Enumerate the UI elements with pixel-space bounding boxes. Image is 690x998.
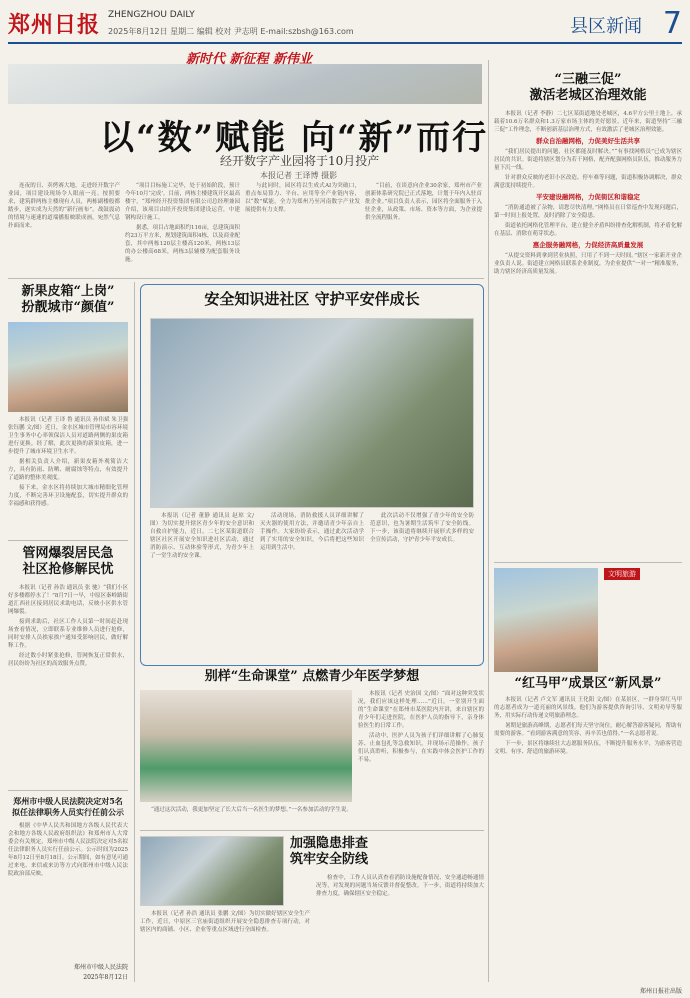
publication-info: 2025年8月12日 星期二 编辑 校对 尹志明 E-mail:szbsh@163.com: [108, 27, 354, 36]
lead-body-col2: [125, 182, 240, 274]
paragraph: 接到求助后，社区工作人员第一时间赶赴现场查看情况，立即联系专业维修人员进行抢修，同时安排人员挨家挨户通知受影响居民，做好解释工作。: [8, 619, 128, 649]
lead-background-image: [8, 64, 482, 104]
feature-body-col1: [150, 512, 254, 662]
story-three-integration: [494, 72, 682, 104]
story-title: 激活老城区治理效能: [529, 88, 647, 103]
paragraph: 此次活动不仅增强了青少年的安全防范意识，也为暑期生活筑牢了安全防线。下一步，该街道将继续开展形式多样的安全宣传活动，守护青少年平安成长。: [370, 513, 474, 543]
medical-body: [358, 690, 484, 802]
lead-headline: 以“数”赋能 向“新”而行: [100, 118, 489, 158]
lead-byline: 本报记者 王译博 摄影: [260, 171, 338, 180]
paper-english-name: ZHENGZHOU DAILY: [108, 10, 195, 20]
lead-body-col4: [365, 182, 482, 274]
paragraph: 接下来，金水区将持续加大城市精细化管理力度，不断完善环卫设施配套，切实提升群众的幸福感和获得感。: [8, 485, 128, 507]
paragraph: 本报讯（记者 李静）二七区某街道地处老城区，4.6平方公里土地上，承载着10.6万名群众和1.3万家市场主体的美好愿景。近年来，街道坚持“三融三促”工作理念，不断创新基层治理方式，有效激活了老城区治理效能。: [494, 111, 682, 133]
feature-body-col3: [370, 512, 474, 662]
hazard-photo: [140, 836, 284, 906]
paragraph: 据相关负责人介绍，新果皮箱外观简洁大方，具有防雨、防晒、耐腐蚀等特点，有效提升了道路的整体美观度。: [8, 459, 128, 481]
story-title: 加强隐患排查: [290, 836, 369, 851]
medical-story-title: 别样“生命课堂” 点燃青少年医学梦想: [204, 669, 420, 684]
paragraph: “从提交资料到拿到营业执照，只用了不到一天时间。”辖区一家新开业企业负责人说。街道建立网格员联系企业制度，为企业提供“一对一”精准服务，助力辖区经济高质量发展。: [494, 253, 682, 275]
hazard-body-left: [140, 910, 310, 982]
page-number: 7: [662, 6, 682, 41]
paragraph: “项目目标施工完毕，处于初始阶段，预计今年10月‘完成’。目前，两栋主楼建筑开区最高楼宇，“郑州经开投资集团有限公司总经理兼园介绍，该项目由经开投资集团建设运营，中建钢构设计施工。: [125, 183, 240, 221]
story-title: 社区抢修解民忧: [22, 562, 114, 577]
notice-title: 拟任法律职务人员实行任前公示: [12, 807, 124, 817]
paragraph: 连夜的日、卖烤赛大地，走进经开数字产业园，项目建设现场令人眼前一亮。按照要求，建筑群两栋主楼现有人员，两栋副楼般都踏步，逐实成为天然的“新行画布”。战鼓震动的情境与速速的道端播报映联成画，宛然气息扑面而来。: [8, 183, 120, 229]
paragraph: 针对群众反映的老旧小区改造、停车难等问题，街道积极协调解决，群众满意度持续提升。: [494, 175, 682, 189]
story-photo-bins: [8, 322, 128, 412]
notice-signature: 郑州市中级人民法院: [73, 964, 128, 971]
story-title: 新果皮箱“上岗”: [21, 284, 115, 299]
paragraph: 检查中，工作人员认真查看消防设施配备情况、安全通道畅通情况等，对发现的问题当场反馈并督促整改。下一步，街道将持续加大排查力度，确保辖区安全稳定。: [316, 875, 484, 897]
section-divider: [8, 540, 128, 541]
notice-body: [8, 822, 128, 962]
lead-body-col3: [245, 182, 360, 274]
paragraph: 本报讯（记者 孙浩 通讯员 张鹏 文/图）为切实做好辖区安全生产工作，近日，中原区三官庙街道组织开展安全隐患排查专项行动，对辖区内的商铺、小区、企业等重点区域进行全面检查。: [140, 911, 310, 933]
paragraph: 活动中，医护人员为孩子们详细讲解了心肺复苏、止血包扎等急救知识，并现场示范操作。孩子们认真聆听，积极参与，在实践中体会医护工作的不易。: [358, 733, 484, 763]
masthead: [8, 6, 682, 44]
page-footer: 郑州日报社出版: [639, 988, 682, 995]
paragraph: 本报讯（记者 史治国 文/图）“面对这种突发状况，我们应该这样处理……”近日，一堂别开生面的“生命课堂”在郑州市某医院内开讲，来自辖区的青少年们走进医院，在医护人员的指导下，亲身体验医生的日常工作。: [358, 691, 484, 729]
story-title: 筑牢安全防线: [290, 852, 369, 867]
court-notice: [8, 796, 128, 818]
column-divider: [134, 282, 135, 982]
paragraph: 根据《中华人民共和国地方各级人民代表大会和地方各级人民政府组织法》和郑州市人大常委会有关规定，郑州市中级人民法院决定对5名拟任法律职务人员实行任前公示。公示时间为2025年8月12日至8月18日。公示期间，如有意见可通过来电、来信或来访等方式向郑州市中级人民法院政治部反映。: [8, 823, 128, 877]
volunteer-story-body: [494, 696, 682, 982]
right-story-body: [494, 110, 682, 560]
lead-body-col1: [8, 182, 120, 274]
story-body: [8, 584, 128, 784]
paragraph: “通过这次活动，我更加坚定了长大后当一名医生的梦想。”一名参加活动的学生说。: [151, 807, 352, 813]
newspaper-logo: 郑州日报: [8, 12, 101, 38]
paragraph: 活动现场，消防救援人员详细讲解了灭火器的使用方法，并邀请青少年亲自上手操作。大家纷纷表示，通过此次活动学到了实用的安全知识，今后将把这些知识运用到生活中。: [260, 513, 364, 551]
paragraph: 本报讯（记者 卢文军 通讯员 王化阳 文/图）在某景区，一群身穿红马甲的志愿者成为一道亮丽的风景线。他们为游客提供咨询引导、文明劝导等服务，用实际行动传递文明旅游理念。: [494, 697, 682, 719]
medical-photo-1: [140, 690, 352, 802]
paragraph: 下一步，景区将继续壮大志愿服务队伍，不断提升服务水平，为游客营造文明、有序、舒适的旅游环境。: [494, 741, 682, 755]
paragraph: 据悉，项目占地面积约116亩，总建筑面积约23万平方米，规划建筑面积4栋，以及商业配套，其中两栋120层主楼高120米，两栋13层的办公楼高68米，两栋3层辅楼为配套服务设施。: [125, 225, 240, 263]
slogan-banner: 新时代 新征程 新伟业: [186, 52, 313, 67]
subheading: 惠企服务融网格，力促经济高质量发展: [532, 241, 644, 249]
paragraph: “消防通道被了杂物，请您尽快清理。”网格员在日常巡查中发现问题后，第一时间上报处置，及时消除了安全隐患。: [494, 205, 682, 219]
feature-body-col2: [260, 512, 364, 662]
story-pipe-repair: [8, 546, 128, 578]
paragraph: 暑期是旅游高峰期，志愿者们每天坚守岗位，耐心解答游客疑问，帮助有需要的游客。“看到游客满意的笑容，再辛苦也值得。”一名志愿者说。: [494, 723, 682, 737]
section-divider: [494, 562, 682, 563]
paragraph: 本报讯（记者 董静 通讯员 赵琼 文/图）为切实提升辖区青少年的安全意识和自救自护能力，近日，二七区某街道联合辖区社区开展安全知识进社区活动，通过消防演示、互动体验等形式，为青少年上了一堂生动的安全课。: [150, 513, 254, 559]
paragraph: 与此同时，园区将以生成式AI为突破口，重点布局算力、平台、应用等全产业链内容，以“数”赋能，全力为郑州乃至河南数字产业发展提供有力支撑。: [245, 183, 360, 213]
story-title: 扮靓城市“颜值”: [21, 300, 115, 315]
paragraph: 本报讯（记者 王译 鲁 通讯员 孙伟斌 朱卫强 张钰鹏 文/图）近日，金水区城市管理局市容环境卫生事务中心率领保洁人员对道路两侧的果皮箱进行更换。经了解，此次更换的新果皮箱，进一步提升了城市环境卫生水平。: [8, 417, 128, 455]
notice-date: 2025年8月12日: [83, 974, 128, 981]
hazard-story-title-block: [290, 836, 410, 868]
story-body: [8, 416, 128, 536]
section-divider: [140, 830, 484, 831]
subheading: 群众自治融网格，力促美好生活共享: [536, 137, 640, 145]
paragraph: 街道依托网格化管理平台，建立健全矛盾纠纷排查化解机制，将矛盾化解在基层、消除在萌芽状态。: [494, 223, 682, 237]
feature-photo-fire-drill: [150, 318, 474, 508]
column-divider: [488, 60, 489, 982]
paragraph: 经过数小时紧张抢修，管网恢复正常供水，居民纷纷为社区的高效服务点赞。: [8, 653, 128, 667]
lead-subhead: 经开数字产业园将于10月投产: [220, 154, 380, 168]
hazard-body-right: [316, 874, 484, 982]
story-new-bins: [8, 284, 128, 316]
subheading: 平安建设融网格，力促街区和谐稳定: [536, 193, 640, 201]
story-title: “红马甲”成景区“新风景”: [514, 676, 662, 691]
category-tag: 文明旅游: [604, 568, 640, 580]
medical-body-end: [140, 806, 484, 828]
paragraph: “我们居民提出的问题，社区都能及时解决。”“有事找网格员”已成为辖区居民的共识。街道将辖区划分为若干网格，配齐配强网格员队伍，推动服务力量下沉一线。: [494, 149, 682, 171]
feature-title: 安全知识进社区 守护平安伴成长: [204, 290, 420, 308]
story-title: “三融三促”: [554, 72, 622, 87]
section-divider: [8, 790, 128, 791]
section-name: 县区新闻: [570, 16, 642, 37]
section-divider: [8, 278, 484, 279]
paragraph: “目前，在谈意向企业30余家，郑州市产业创新体系研究院已正式落地，计划于年内入驻首批企业。”项目负责人表示，园区将全面服务于入驻企业，从政策、市场、资本等方面，为企业提供全流程服务。: [365, 183, 482, 221]
volunteer-photo: [494, 568, 598, 672]
paragraph: 本报讯（记者 孙浩 通讯员 张 驰）“我们小区好多楼都停水了！”8月7日一早，中原区秦岭路街道汇西社区接到居民求助电话，反映小区供水管网爆裂。: [8, 585, 128, 615]
story-title: 管网爆裂居民急: [22, 546, 114, 561]
notice-title: 郑州市中级人民法院决定对5名: [13, 796, 123, 806]
